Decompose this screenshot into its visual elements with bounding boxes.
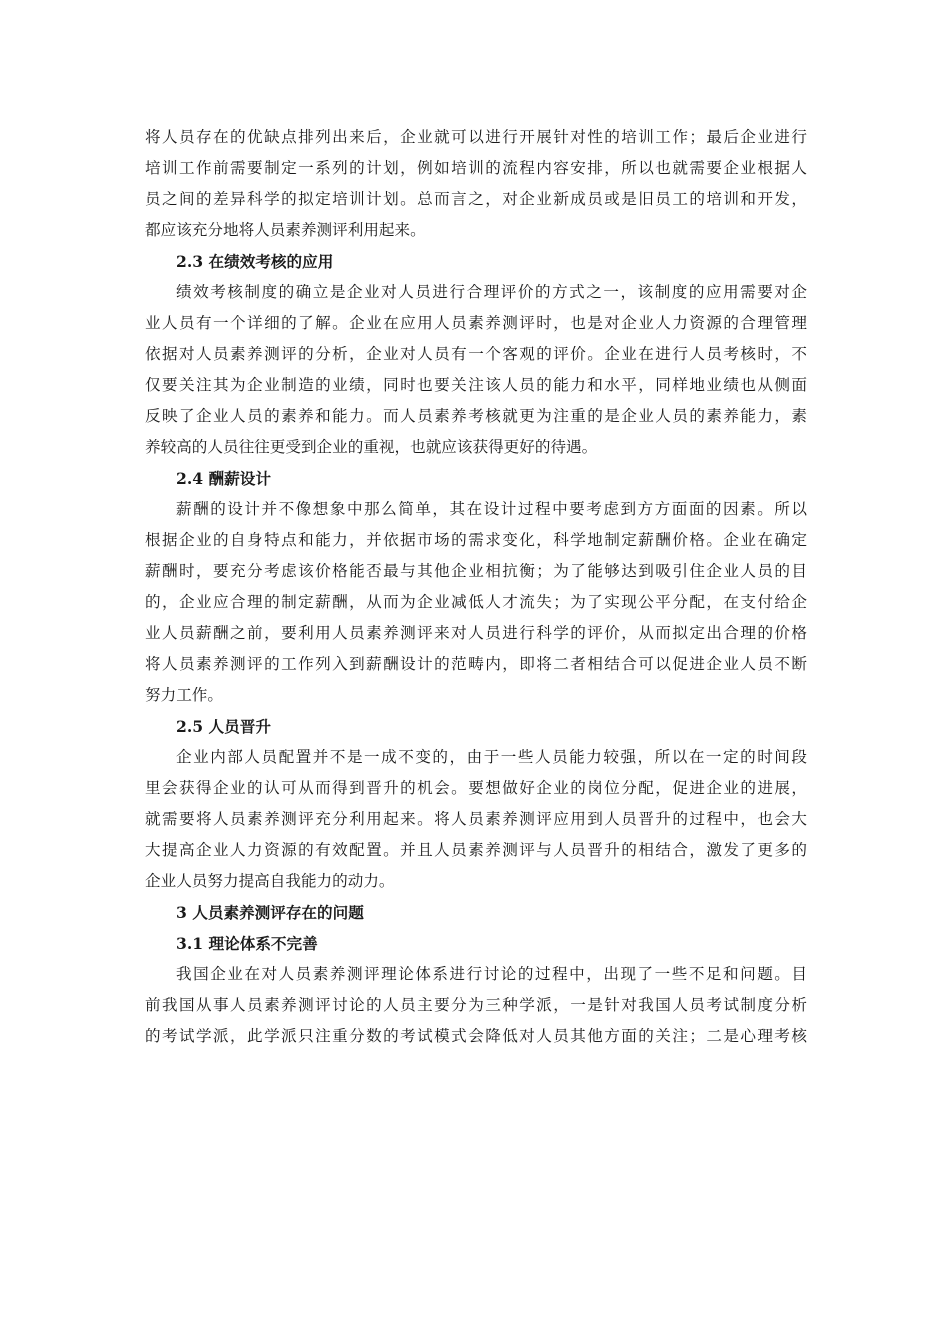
text-line: 依据对人员素养测评的分析，企业对人员有一个客观的评价。企业在进行人员考核时，不 (145, 345, 807, 363)
text-line: 企业人员努力提高自我能力的动力。 (145, 872, 395, 890)
document-page (145, 122, 807, 1052)
section-heading-2-5: 2.5 人员晋升 (176, 717, 271, 736)
chapter-heading-3: 3 人员素养测评存在的问题 (176, 903, 364, 922)
section-heading-3-1: 3.1 理论体系不完善 (176, 934, 318, 953)
text-line: 前我国从事人员素养测评讨论的人员主要分为三种学派，一是针对我国人员考试制度分析 (145, 996, 807, 1014)
paragraph-performance (145, 277, 807, 463)
text-line: 里会获得企业的认可从而得到晋升的机会。要想做好企业的岗位分配，促进企业的进展， (145, 779, 807, 797)
text-line: 都应该充分地将人员素养测评利用起来。 (145, 221, 426, 239)
text-line: 反映了企业人员的素养和能力。而人员素养考核就更为注重的是企业人员的素养能力，素 (145, 407, 807, 425)
text-line: 员之间的差异科学的拟定培训计划。总而言之，对企业新成员或是旧员工的培训和开发， (145, 190, 807, 208)
paragraph-theory-system (145, 959, 807, 1052)
text-line: 根据企业的自身特点和能力，并依据市场的需求变化，科学地制定薪酬价格。企业在确定 (145, 531, 807, 549)
text-line: 的，企业应合理的制定薪酬，从而为企业减低人才流失；为了实现公平分配，在支付给企 (145, 593, 807, 611)
text-line: 就需要将人员素养测评充分利用起来。将人员素养测评应用到人员晋升的过程中，也会大 (145, 810, 807, 828)
paragraph-training-continued (145, 122, 807, 246)
text-line: 业人员薪酬之前，要利用人员素养测评来对人员进行科学的评价，从而拟定出合理的价格 (145, 624, 807, 642)
paragraph-promotion (145, 742, 807, 897)
text-line: 薪酬时，要充分考虑该价格能否最与其他企业相抗衡；为了能够达到吸引住企业人员的目 (145, 562, 807, 580)
text-line: 薪酬的设计并不像想象中那么简单，其在设计过程中要考虑到方方面面的因素。所以 (176, 500, 807, 518)
text-line: 业人员有一个详细的了解。企业在应用人员素养测评时，也是对企业人力资源的合理管理 (145, 314, 807, 332)
text-line: 培训工作前需要制定一系列的计划，例如培训的流程内容安排，所以也就需要企业根据人 (145, 159, 807, 177)
text-line: 的考试学派，此学派只注重分数的考试模式会降低对人员其他方面的关注；二是心理考核 (145, 1027, 807, 1045)
text-line: 我国企业在对人员素养测评理论体系进行讨论的过程中，出现了一些不足和问题。目 (176, 965, 807, 983)
text-line: 养较高的人员往往更受到企业的重视，也就应该获得更好的待遇。 (145, 438, 598, 456)
text-line: 大提高企业人力资源的有效配置。并且人员素养测评与人员晋升的相结合，激发了更多的 (145, 841, 807, 859)
paragraph-salary (145, 494, 807, 711)
text-line: 仅要关注其为企业制造的业绩，同时也要关注该人员的能力和水平，同样地业绩也从侧面 (145, 376, 807, 394)
text-line: 努力工作。 (145, 686, 223, 704)
text-line: 将人员存在的优缺点排列出来后，企业就可以进行开展针对性的培训工作；最后企业进行 (145, 128, 807, 146)
text-line: 企业内部人员配置并不是一成不变的，由于一些人员能力较强，所以在一定的时间段 (176, 748, 807, 766)
text-line: 绩效考核制度的确立是企业对人员进行合理评价的方式之一，该制度的应用需要对企 (176, 283, 807, 301)
text-line: 将人员素养测评的工作列入到薪酬设计的范畴内，即将二者相结合可以促进企业人员不断 (145, 655, 807, 673)
section-heading-2-4: 2.4 酬薪设计 (176, 469, 271, 488)
section-heading-2-3: 2.3 在绩效考核的应用 (176, 252, 334, 271)
